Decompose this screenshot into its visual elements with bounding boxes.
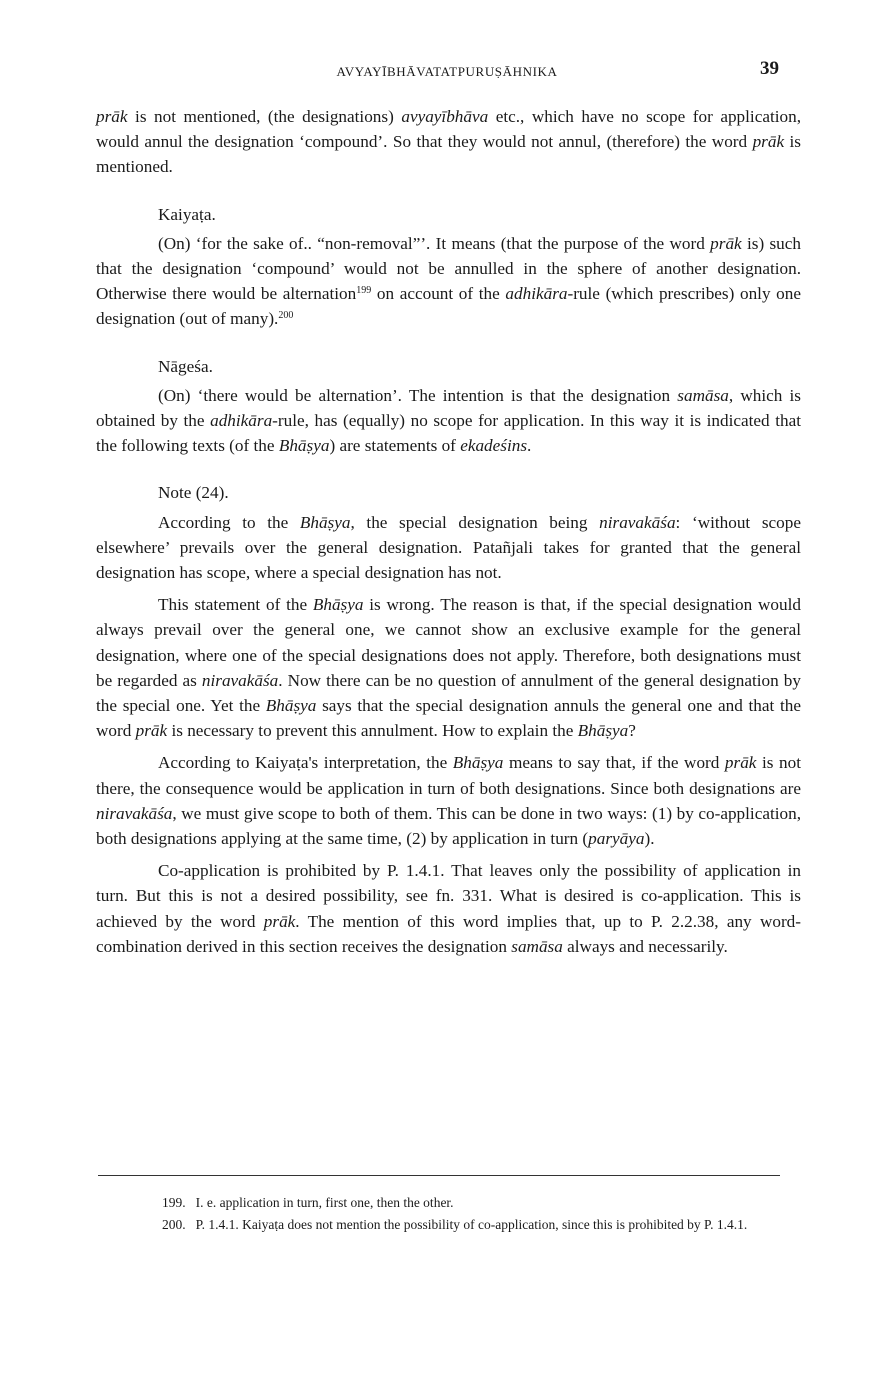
- running-title: AVYAYĪBHĀVATATPURUṢĀHNIKA: [336, 64, 558, 79]
- note-paragraph-2: This statement of the Bhāṣya is wrong. The reason is that, if the special designation would always prevail over the general one, we cannot show an exclusive example for the general designation, where one of the special designations does not apply. Therefore, both designations must be regarded as niravakāśa. Now there can be no question of annulment of the general designation by the special one. Yet the Bhāṣya says that the special designation annuls the general one and that the word prāk is necessary to prevent this annulment. How to explain the Bhāṣya?: [96, 595, 801, 741]
- nagesa-paragraph: (On) ‘there would be alternation’. The intention is that the designation samāsa, which is obtained by the adhikāra-rule, has (equally) no scope for application. In this way it is indicated that the following texts (of the Bhāṣya) are statements of ekadeśins.: [96, 385, 801, 456]
- note-paragraph-4: Co-application is prohibited by P. 1.4.1. That leaves only the possibility of application in turn. But this is not a desired possibility, see fn. 331. What is desired is co-application. This is achieved by the word prāk. The mention of this word implies that, up to P. 2.2.38, any word-combination derived in this section receives the designation samāsa always and necessarily.: [96, 861, 801, 956]
- kaiyata-paragraph: (On) ‘for the sake of.. “non-removal”’. It means (that the purpose of the word prāk is) such that the designation ‘compound’ would not be annulled in the sphere of another designation. Otherwise there would be alternation$^{199}$ on account of the adhikāra-rule (which prescribes) only one designation (out of many).$^{200}$: [96, 233, 801, 329]
- page-number: 39: [760, 58, 779, 79]
- nagesa-heading: Nāgeśa.: [158, 356, 213, 376]
- footnote-ref-199[interactable]: 199: [356, 285, 372, 297]
- footnote-divider: [98, 1175, 780, 1176]
- note-paragraph-1: According to the Bhāṣya, the special designation being niravakāśa: ‘without scope elsewhere’ prevails over the general designation. Patañjali takes for granted that the general designation has scope, where a special designation has not.: [96, 512, 801, 583]
- paragraph-continuation: prāk is not mentioned, (the designations) avyayībhāva etc., which have no scope for application, would annul the designation ‘compound’. So that they would not annul, (therefore) the word prāk is mentioned.: [96, 107, 801, 177]
- footnote-199: 199. I. e. application in turn, first one, then the other.: [162, 1195, 454, 1210]
- note-heading: Note (24).: [158, 483, 229, 503]
- kaiyata-heading: Kaiyaṭa.: [158, 204, 216, 224]
- footnotes: [100, 1192, 805, 1236]
- note-paragraph-3: According to Kaiyaṭa's interpretation, the Bhāṣya means to say that, if the word prāk is not there, the consequence would be application in turn of both designations. Since both designations are niravakāśa, we must give scope to both of them. This can be done in two ways: (1) by co-application, both designations applying at the same time, (2) by application in turn (paryāya).: [96, 753, 801, 849]
- footnote-200: 200. P. 1.4.1. Kaiyaṭa does not mention the possibility of co-application, since this is prohibited by P. 1.4.1.: [162, 1217, 748, 1232]
- footnote-ref-200[interactable]: 200: [278, 310, 294, 322]
- main-text: [96, 104, 801, 959]
